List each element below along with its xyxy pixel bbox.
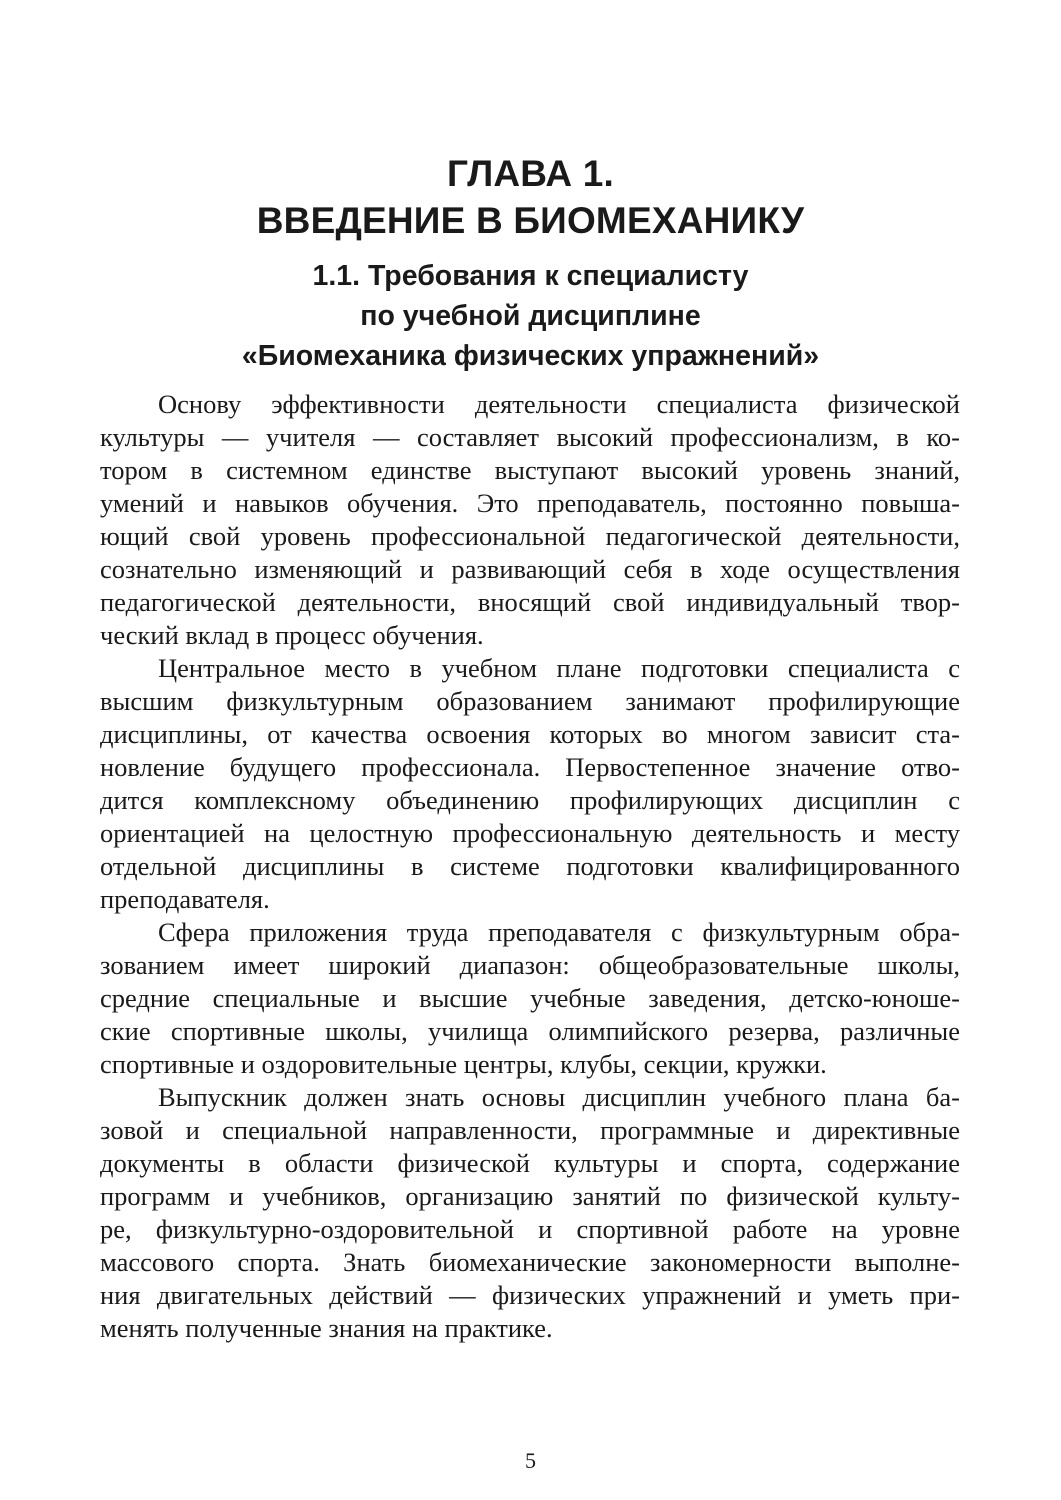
paragraph [100,1081,960,1345]
paragraph [100,916,960,1081]
section-title [100,256,961,376]
text-line: культуры — учителя — составляет высокий профессионализм, в ко- [100,422,960,452]
text-line: ориентацией на целостную профессиональную деятельность и месту [100,818,960,848]
text-line: зованием имеет широкий диапазон: общеобразовательные школы, [100,950,960,980]
chapter-title [100,150,961,244]
text-line: педагогической деятельности, вносящий свой индивидуальный твор- [100,587,960,617]
text-line: высшим физкультурным образованием занимают профилирующие [100,686,960,716]
text-line: менять полученные знания на практике. [100,1313,553,1343]
body-text [100,388,960,1345]
text-line: программ и учебников, организацию занятий по физической культу- [100,1181,960,1211]
text-line: ния двигательных действий — физических упражнений и уметь при- [100,1280,960,1310]
section-title-line: по учебной дисциплине [360,300,701,332]
text-line: тором в системном единстве выступают высокий уровень знаний, [100,455,960,485]
paragraph [100,652,960,916]
text-line: зовой и специальной направленности, программные и директивные [100,1115,960,1145]
text-line: Выпускник должен знать основы дисциплин учебного плана ба- [158,1082,960,1112]
text-line: Сфера приложения труда преподавателя с физкультурным обра- [158,917,960,947]
text-line: средние специальные и высшие учебные заведения, детско-юноше- [100,983,960,1013]
text-line: сознательно изменяющий и развивающий себя в ходе осуществления [100,554,960,584]
section-title-line: «Биомеханика физических упражнений» [241,340,820,372]
chapter-name: ВВЕДЕНИЕ В БИОМЕХАНИКУ [256,200,805,241]
text-line: дисциплины, от качества освоения которых во многом зависит ста- [100,719,960,749]
text-line: отдельной дисциплины в системе подготовки квалифицированного [100,851,960,881]
text-line: Основу эффективности деятельности специалиста физической [158,389,960,419]
section-title-line: 1.1. Требования к специалисту [312,260,749,292]
text-line: умений и навыков обучения. Это преподаватель, постоянно повыша- [100,488,960,518]
text-line: документы в области физической культуры и спорта, содержание [100,1148,960,1178]
page-number: 5 [525,1448,536,1473]
text-line: ющий свой уровень профессиональной педагогической деятельности, [100,521,960,551]
paragraph [100,388,960,652]
text-line: преподавателя. [100,884,270,914]
text-line: ческий вклад в процесс обучения. [100,620,484,650]
text-line: массового спорта. Знать биомеханические закономерности выполне- [100,1247,960,1277]
text-line: дится комплексному объединению профилирующих дисциплин с [100,785,960,815]
text-line: новление будущего профессионала. Первостепенное значение отво- [100,752,960,782]
text-line: Центральное место в учебном плане подготовки специалиста с [158,653,960,683]
chapter-number: ГЛАВА 1. [446,153,615,194]
text-line: ре, физкультурно-оздоровительной и спортивной работе на уровне [100,1214,960,1244]
text-line: ские спортивные школы, училища олимпийского резерва, различные [100,1016,960,1046]
text-line: спортивные и оздоровительные центры, клубы, секции, кружки. [100,1049,827,1079]
